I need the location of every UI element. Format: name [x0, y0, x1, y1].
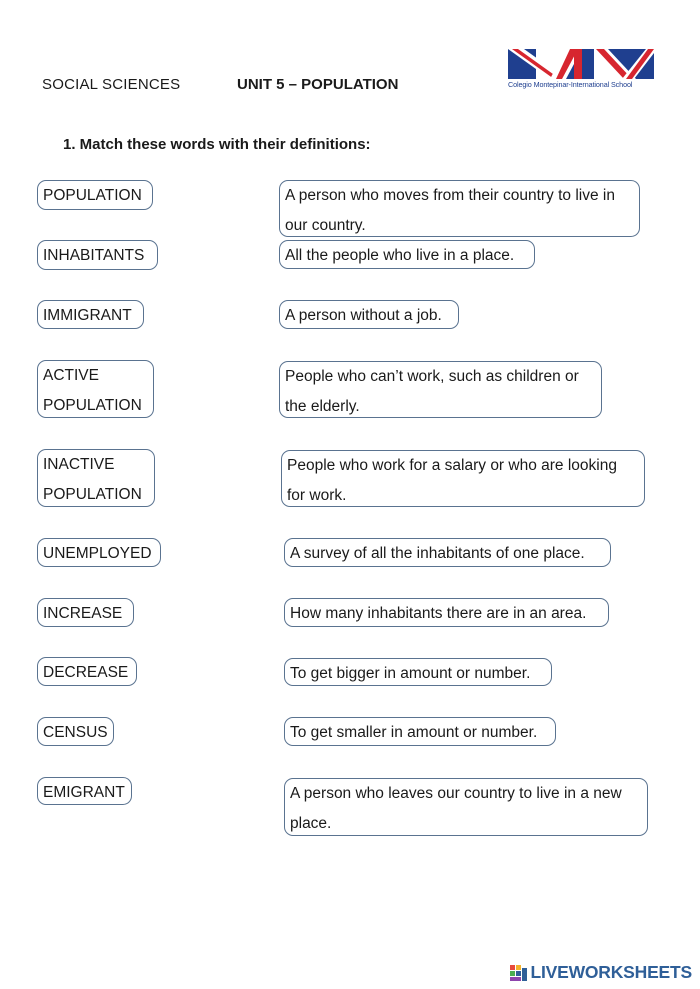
- word-box[interactable]: INHABITANTS: [37, 240, 158, 270]
- definition-box[interactable]: People who can’t work, such as children or the elderly.: [279, 361, 602, 418]
- subject-title: SOCIAL SCIENCES: [42, 76, 181, 93]
- definition-box[interactable]: A person without a job.: [279, 300, 459, 329]
- liveworksheets-logo-icon: [510, 965, 528, 981]
- word-box[interactable]: ACTIVE POPULATION: [37, 360, 154, 418]
- school-logo: [508, 49, 656, 89]
- word-box[interactable]: DECREASE: [37, 657, 137, 686]
- word-box[interactable]: UNEMPLOYED: [37, 538, 161, 567]
- word-box[interactable]: POPULATION: [37, 180, 153, 210]
- definition-box[interactable]: To get smaller in amount or number.: [284, 717, 556, 746]
- definition-box[interactable]: All the people who live in a place.: [279, 240, 535, 269]
- union-jack-flag-icon: [508, 49, 654, 79]
- definition-box[interactable]: How many inhabitants there are in an area.: [284, 598, 609, 627]
- brand-name: LIVEWORKSHEETS: [530, 962, 692, 982]
- school-name: Colegio Montepinar-International School: [508, 80, 633, 89]
- liveworksheets-brand: [510, 962, 692, 983]
- definition-box[interactable]: A survey of all the inhabitants of one place.: [284, 538, 611, 567]
- word-box[interactable]: CENSUS: [37, 717, 114, 746]
- word-box[interactable]: EMIGRANT: [37, 777, 132, 805]
- word-box[interactable]: IMMIGRANT: [37, 300, 144, 329]
- unit-title: UNIT 5 – POPULATION: [237, 76, 399, 93]
- instruction: 1. Match these words with their definitions:: [63, 136, 371, 153]
- word-box[interactable]: INCREASE: [37, 598, 134, 627]
- definition-box[interactable]: A person who leaves our country to live in a new place.: [284, 778, 648, 836]
- definition-box[interactable]: A person who moves from their country to live in our country.: [279, 180, 640, 237]
- definition-box[interactable]: To get bigger in amount or number.: [284, 658, 552, 686]
- definition-box[interactable]: People who work for a salary or who are looking for work.: [281, 450, 645, 507]
- word-box[interactable]: INACTIVE POPULATION: [37, 449, 155, 507]
